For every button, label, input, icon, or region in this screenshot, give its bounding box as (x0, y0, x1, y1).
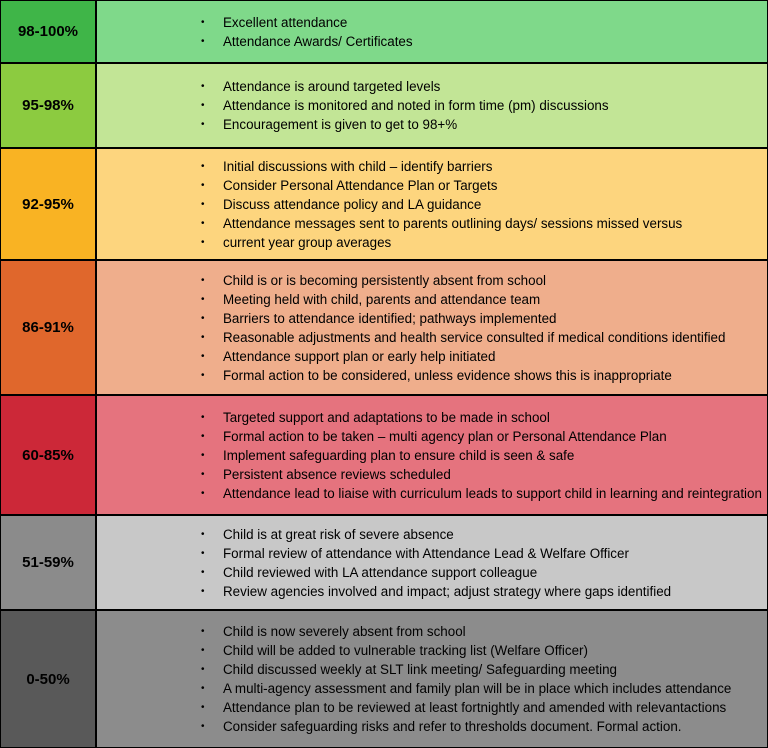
band-actions (97, 149, 767, 259)
band-label-text: 98-100% (17, 23, 79, 40)
action-item: • Reasonable adjustments and health service consulted if medical conditions identified (201, 329, 726, 345)
bullet-icon: • (201, 645, 205, 656)
action-item: • Child reviewed with LA attendance support colleague (201, 564, 538, 580)
band-label-text: 92-95% (22, 195, 74, 213)
bullet-icon: • (201, 350, 205, 362)
action-item: • Implement safeguarding plan to ensure child is seen & safe (201, 447, 575, 463)
action-item: • Child discussed weekly at SLT link meeting/ Safeguarding meeting (201, 662, 617, 677)
band-actions (97, 516, 767, 609)
band-label (1, 64, 97, 147)
band-actions (97, 261, 767, 394)
bullet-icon: • (201, 664, 205, 675)
action-item: • Review agencies involved and impact; adjust strategy where gaps identified (201, 583, 672, 599)
bullet-icon: • (201, 236, 205, 248)
threshold-row-98-100 (1, 1, 767, 62)
action-item: • Persistent absence reviews scheduled (201, 466, 451, 482)
band-label-text: 95-98% (22, 97, 74, 114)
band-label-text: 51-59% (22, 554, 74, 571)
threshold-row-51-59 (1, 516, 767, 609)
band-label (1, 516, 97, 609)
bullet-icon: • (201, 312, 205, 324)
threshold-row-92-95 (1, 149, 767, 259)
action-item: • current year group averages (201, 234, 392, 250)
bullet-icon: • (201, 585, 205, 597)
action-item: • Initial discussions with child – identify barriers (201, 158, 493, 174)
band-actions (97, 64, 767, 147)
bullet-icon: • (201, 274, 205, 286)
band-actions (97, 1, 767, 62)
action-item: • Targeted support and adaptations to be made in school (201, 409, 550, 425)
bullet-icon: • (201, 468, 205, 480)
threshold-row-86-91 (1, 261, 767, 394)
bullet-icon: • (201, 547, 205, 559)
bullet-icon: • (201, 411, 205, 423)
action-item: • Child is now severely absent from school (201, 624, 466, 639)
bullet-icon: • (201, 449, 205, 461)
action-item: • Encouragement is given to get to 98+% (201, 117, 458, 132)
action-item: • Attendance lead to liaise with curriculum leads to support child in learning and reintegration (201, 485, 762, 501)
bullet-icon: • (201, 16, 205, 28)
action-item: • Consider safeguarding risks and refer to thresholds document. Formal action. (201, 719, 682, 734)
bullet-icon: • (201, 721, 205, 732)
band-label (1, 611, 97, 747)
band-label (1, 149, 97, 259)
bullet-icon: • (201, 217, 205, 229)
action-item: • Attendance is around targeted levels (201, 79, 441, 94)
bullet-icon: • (201, 35, 205, 47)
bullet-icon: • (201, 160, 205, 172)
action-item: • Barriers to attendance identified; pathways implemented (201, 310, 557, 326)
bullet-icon: • (201, 81, 205, 92)
band-label (1, 261, 97, 394)
bullet-icon: • (201, 119, 205, 130)
action-item: • Formal action to be considered, unless evidence shows this is inappropriate (201, 367, 672, 383)
bullet-icon: • (201, 331, 205, 343)
action-item: • Attendance Awards/ Certificates (201, 33, 413, 49)
bullet-icon: • (201, 179, 205, 191)
band-label-text: 0-50% (26, 670, 70, 688)
bullet-icon: • (201, 293, 205, 305)
band-label (1, 1, 97, 62)
bullet-icon: • (201, 702, 205, 713)
action-item: • Child is at great risk of severe absence (201, 526, 454, 542)
action-item: • Consider Personal Attendance Plan or Targets (201, 177, 498, 193)
action-item: • Attendance messages sent to parents outlining days/ sessions missed versus (201, 215, 683, 231)
action-item: • Child will be added to vulnerable tracking list (Welfare Officer) (201, 643, 588, 658)
action-item: • A multi-agency assessment and family plan will be in place which includes attendance (201, 681, 732, 696)
bullet-icon: • (201, 683, 205, 694)
action-item: • Formal action to be taken – multi agency plan or Personal Attendance Plan (201, 428, 667, 444)
bullet-icon: • (201, 369, 205, 381)
bullet-icon: • (201, 198, 205, 210)
threshold-row-95-98 (1, 64, 767, 147)
band-label-text: 86-91% (22, 319, 74, 336)
action-item: • Attendance plan to be reviewed at least fortnightly and amended with relevantactions (201, 700, 727, 715)
action-item: • Attendance is monitored and noted in form time (pm) discussions (201, 98, 609, 113)
action-item: • Discuss attendance policy and LA guidance (201, 196, 482, 212)
threshold-row-60-85 (1, 396, 767, 514)
bullet-icon: • (201, 487, 205, 499)
band-label-text: 60-85% (22, 446, 74, 464)
threshold-row-0-50 (1, 611, 767, 747)
band-actions (97, 396, 767, 514)
bullet-icon: • (201, 430, 205, 442)
action-item: • Child is or is becoming persistently absent from school (201, 272, 547, 288)
bullet-icon: • (201, 626, 205, 637)
action-item: • Meeting held with child, parents and attendance team (201, 291, 541, 307)
bullet-icon: • (201, 528, 205, 540)
band-actions (97, 611, 767, 747)
action-item: • Formal review of attendance with Attendance Lead & Welfare Officer (201, 545, 629, 561)
bullet-icon: • (201, 566, 205, 578)
action-item: • Attendance support plan or early help initiated (201, 348, 496, 364)
bullet-icon: • (201, 100, 205, 111)
band-label (1, 396, 97, 514)
action-item: • Excellent attendance (201, 14, 348, 30)
